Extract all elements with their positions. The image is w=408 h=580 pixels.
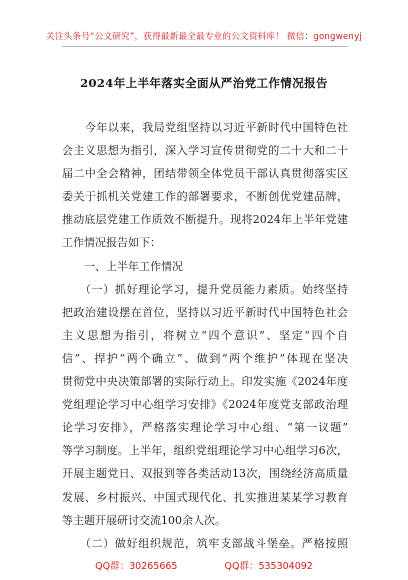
document-body — [62, 116, 348, 555]
header-divider — [62, 46, 348, 47]
body-line: 开展主题党日、双报到等各类活动13次，围绕经济高质量 — [62, 467, 348, 481]
body-line: 推动底层党建工作质效不断提升。现将2024年上半年党建 — [62, 213, 348, 227]
document-title: 2024年上半年落实全面从严治党工作情况报告 — [80, 76, 328, 90]
body-line: 发展、乡村振兴、中国式现代化、扎实推进某某学习教育 — [62, 490, 348, 504]
section-heading: 一、上半年工作情况 — [62, 259, 183, 273]
body-line: 论学习安排》，严格落实理论学习中心组、“第一议题” — [62, 421, 348, 435]
body-line: 贯彻党中央决策部署的实际行动上。印发实施《2024年度 — [62, 375, 348, 389]
body-line: 党组理论学习中心组学习安排》《2024年度党支部政治理 — [62, 398, 348, 412]
body-line: 工作情况报告如下： — [62, 236, 161, 250]
body-line: 把政治建设摆在首位，坚持以习近平新时代中国特色社会 — [62, 305, 348, 319]
qq-group-2: QQ群：535304092 — [224, 561, 313, 572]
qq-group-1: QQ群：30265665 — [95, 561, 178, 572]
body-line: 届二中全会精神，团结带领全体党员干部认真贯彻落实区 — [62, 167, 348, 181]
body-line: 主义思想为指引，将树立“四个意识”、坚定“四个自 — [62, 328, 348, 342]
body-line: 委关于抓机关党建工作的部署要求，不断创优党建品牌， — [62, 190, 348, 204]
footer-contact — [0, 558, 408, 572]
header-banner: 关注头条号“公文研究”，获得最新最全最专业的公文资料库！ 微信：gongwenyj — [46, 32, 362, 42]
body-line: （一）抓好理论学习，提升党员能力素质。始终坚持 — [62, 282, 348, 296]
body-line: 今年以来，我局党组坚持以习近平新时代中国特色社 — [62, 121, 348, 134]
body-line: 等主题开展研讨交流100余人次。 — [62, 513, 226, 527]
body-line: 会主义思想为指引，深入学习宣传贯彻党的二十大和二十 — [62, 144, 348, 158]
body-line: 等学习制度。上半年，组织党组理论学习中心组学习6次， — [62, 444, 348, 458]
body-line: 信”、捍护“两个确立”、做到“两个维护”体现在坚决 — [62, 351, 348, 365]
body-line: （二）做好组织规范，筑牢支部战斗堡垒。严格按照 — [62, 536, 348, 550]
